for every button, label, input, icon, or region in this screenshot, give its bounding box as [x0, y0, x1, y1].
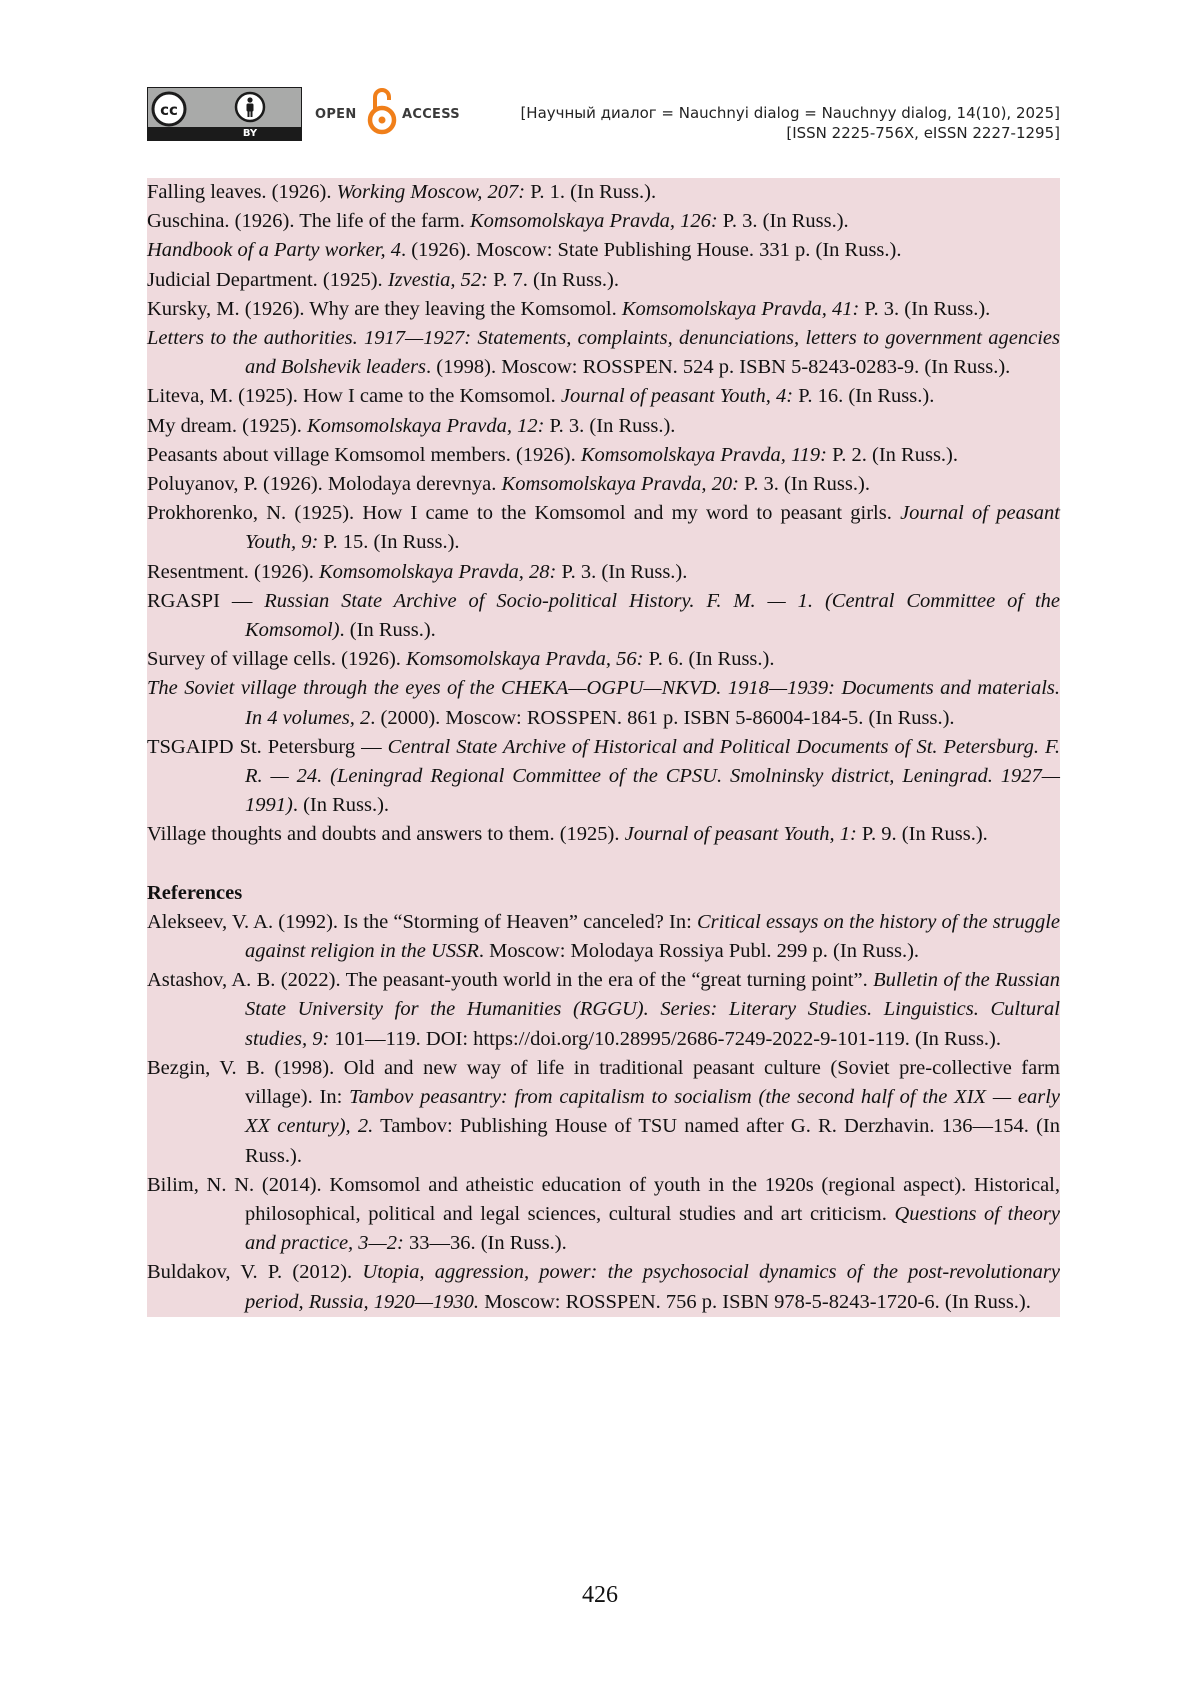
reference-details: 101—119. DOI: https://doi.org/10.28995/2686-7249-2022-9-101-119. (In Russ.).	[329, 1027, 1002, 1050]
reference-text: Peasants about village Komsomol members. (1926).	[147, 443, 581, 466]
reference-entry	[147, 1171, 1060, 1259]
reference-entry	[147, 558, 1060, 587]
reference-entry	[147, 499, 1060, 557]
open-lock-icon	[367, 85, 397, 137]
reference-details: P. 3. (In Russ.).	[556, 560, 688, 583]
reference-details: P. 15. (In Russ.).	[318, 531, 460, 554]
reference-source-title: Komsomolskaya Pravda, 41:	[621, 297, 860, 320]
reference-details: Moscow: ROSSPEN. 756 p. ISBN 978-5-8243-1720-6. (In Russ.).	[479, 1290, 1031, 1313]
reference-entry	[147, 236, 1060, 265]
reference-details: P. 3. (In Russ.).	[544, 414, 676, 437]
reference-entry	[147, 178, 1060, 207]
reference-entry	[147, 1258, 1060, 1316]
reference-source-title: Bulletin of the Russian State University for the Humanities (RGGU). Series: Literary Studies. Linguistics. Cultural studies, 9:	[245, 969, 1060, 1050]
reference-text: Resentment. (1926).	[147, 560, 319, 583]
reference-text: Buldakov, V. P. (2012).	[147, 1261, 363, 1284]
reference-text: Survey of village cells. (1926).	[147, 648, 407, 671]
license-strip	[148, 127, 301, 140]
reference-details: P. 7. (In Russ.).	[488, 268, 620, 291]
reference-details: P. 3. (In Russ.).	[859, 297, 991, 320]
reference-source-title: Journal of peasant Youth, 4:	[560, 385, 794, 408]
reference-source-title: Letters to the authorities. 1917—1927: Statements, complaints, denunciations, letters to government agencies and Bolshevik leaders	[147, 327, 1060, 379]
open-access-logo[interactable]	[315, 85, 465, 141]
reference-entry	[147, 966, 1060, 1054]
creative-commons-icon	[151, 91, 187, 127]
reference-entry	[147, 412, 1060, 441]
reference-details: . (In Russ.).	[292, 794, 390, 817]
reference-details: . (2000). Moscow: ROSSPEN. 861 p. ISBN 5-86004-184-5. (In Russ.).	[370, 706, 955, 729]
reference-source-title: The Soviet village through the eyes of the CHEKA—OGPU—NKVD. 1918—1939: Documents and materials. In 4 volumes, 2	[147, 677, 1060, 729]
reference-text: Falling leaves. (1926).	[147, 181, 337, 203]
reference-source-title: Central State Archive of Historical and Political Documents of St. Petersburg. F. R. — 24. (Leningrad Regional Committee of the CPSU. Smolninsky district, Leningrad. 1927—1991)	[245, 735, 1060, 817]
reference-entry	[147, 295, 1060, 324]
page-number: 426	[582, 1582, 618, 1608]
reference-details: P. 6. (In Russ.).	[643, 648, 775, 671]
reference-text: Guschina. (1926). The life of the farm.	[147, 210, 470, 233]
reference-entry	[147, 207, 1060, 236]
reference-source-title: Journal of peasant Youth, 9:	[245, 502, 1061, 554]
journal-title-line: [Научный диалог = Nauchnyi dialog = Nauchnyy dialog, 14(10), 2025]	[520, 104, 1060, 122]
reference-text: Astashov, A. B. (2022). The peasant-youth world in the era of the “great turning point”.	[147, 969, 874, 992]
reference-text: My dream. (1925).	[147, 414, 307, 437]
reference-source-title: Tambov peasantry: from capitalism to socialism (the second half of the XIX — early XX century), 2.	[245, 1086, 1060, 1138]
reference-details: . (1998). Moscow: ROSSPEN. 524 p. ISBN 5-8243-0283-9. (In Russ.).	[426, 356, 1011, 379]
reference-text: Bezgin, V. B. (1998). Old and new way of life in traditional peasant culture (Soviet pre-collective farm village). In:	[147, 1056, 1060, 1109]
open-access-access-text: ACCESS	[402, 107, 460, 122]
references-list	[147, 908, 1060, 1317]
sources-list	[147, 178, 1060, 850]
reference-details: . (In Russ.).	[339, 619, 436, 642]
reference-entry	[147, 733, 1060, 821]
reference-text: Judicial Department. (1925).	[147, 268, 388, 291]
reference-source-title: Questions of theory and practice, 3—2:	[245, 1202, 1060, 1255]
journal-issn-line: [ISSN 2225-756X, eISSN 2227-1295]	[786, 124, 1060, 142]
references-block	[147, 178, 1060, 1317]
reference-entry	[147, 587, 1060, 645]
section-gap	[147, 850, 1060, 879]
reference-details: P. 16. (In Russ.).	[793, 385, 935, 408]
reference-source-title: Komsomolskaya Pravda, 56:	[406, 648, 644, 671]
svg-text:cc: cc	[160, 101, 178, 119]
open-access-open-text: OPEN	[315, 107, 357, 122]
reference-source-title: Komsomolskaya Pravda, 126:	[469, 210, 718, 233]
reference-entry	[147, 674, 1060, 732]
reference-details: P. 1. (In Russ.).	[525, 181, 657, 203]
reference-source-title: Utopia, aggression, power: the psychosocial dynamics of the post-revolutionary period, Russia, 1920—1930.	[245, 1261, 1060, 1313]
journal-info	[520, 103, 1060, 143]
reference-text: RGASPI —	[147, 589, 265, 612]
reference-source-title: Komsomolskaya Pravda, 28:	[318, 560, 557, 583]
cc-by-license-badge[interactable]	[147, 87, 302, 141]
reference-details: P. 3. (In Russ.).	[738, 473, 870, 496]
reference-source-title: Handbook of a Party worker, 4	[147, 239, 401, 262]
reference-entry	[147, 1054, 1060, 1171]
reference-text: Alekseev, V. A. (1992). Is the “Storming of Heaven” canceled? In:	[147, 910, 697, 933]
reference-source-title: Working Moscow, 207:	[336, 181, 526, 203]
reference-details: . (1926). Moscow: State Publishing House. 331 p. (In Russ.).	[400, 239, 902, 262]
reference-details: P. 3. (In Russ.).	[717, 210, 849, 233]
page-header	[147, 85, 1060, 147]
reference-text: Kursky, M. (1926). Why are they leaving the Komsomol.	[147, 297, 622, 320]
reference-text: Liteva, M. (1925). How I came to the Komsomol.	[147, 385, 561, 408]
reference-source-title: Critical essays on the history of the struggle against religion in the USSR	[245, 910, 1060, 963]
reference-source-title: Komsomolskaya Pravda, 20:	[501, 473, 739, 496]
reference-source-title: Komsomolskaya Pravda, 12:	[306, 414, 545, 437]
reference-entry	[147, 266, 1060, 295]
reference-entry	[147, 645, 1060, 674]
reference-text: Village thoughts and doubts and answers to them. (1925).	[147, 823, 625, 846]
reference-text: Poluyanov, P. (1926). Molodaya derevnya.	[147, 473, 502, 496]
reference-source-title: Journal of peasant Youth, 1:	[624, 823, 857, 846]
reference-details: P. 9. (In Russ.).	[856, 823, 988, 846]
reference-entry	[147, 441, 1060, 470]
reference-text: Bilim, N. N. (2014). Komsomol and atheistic education of youth in the 1920s (regional aspect). Historical, philosophical, political and legal sciences, cultural studies and art criticism.	[147, 1173, 1060, 1225]
reference-text: TSGAIPD St. Petersburg —	[147, 735, 388, 758]
reference-source-title: Komsomolskaya Pravda, 119:	[580, 443, 828, 466]
reference-details: P. 2. (In Russ.).	[827, 443, 959, 466]
attribution-person-icon	[234, 91, 266, 123]
reference-details: 33—36. (In Russ.).	[403, 1232, 567, 1255]
reference-entry	[147, 820, 1060, 849]
references-heading: References	[147, 881, 243, 904]
license-by-label: BY	[242, 128, 258, 139]
reference-entry	[147, 382, 1060, 411]
reference-source-title: Russian State Archive of Socio-political History. F. M. — 1. (Central Committee of the Komsomol)	[245, 589, 1060, 642]
reference-details: Tambov: Publishing House of TSU named after G. R. Derzhavin. 136—154. (In Russ.).	[245, 1115, 1060, 1167]
reference-entry	[147, 470, 1060, 499]
reference-entry	[147, 908, 1060, 966]
reference-source-title: Izvestia, 52:	[387, 268, 489, 291]
reference-entry	[147, 324, 1060, 382]
reference-details: . Moscow: Molodaya Rossiya Publ. 299 p. (In Russ.).	[478, 940, 920, 963]
reference-text: Prokhorenko, N. (1925). How I came to the Komsomol and my word to peasant girls.	[147, 502, 901, 525]
